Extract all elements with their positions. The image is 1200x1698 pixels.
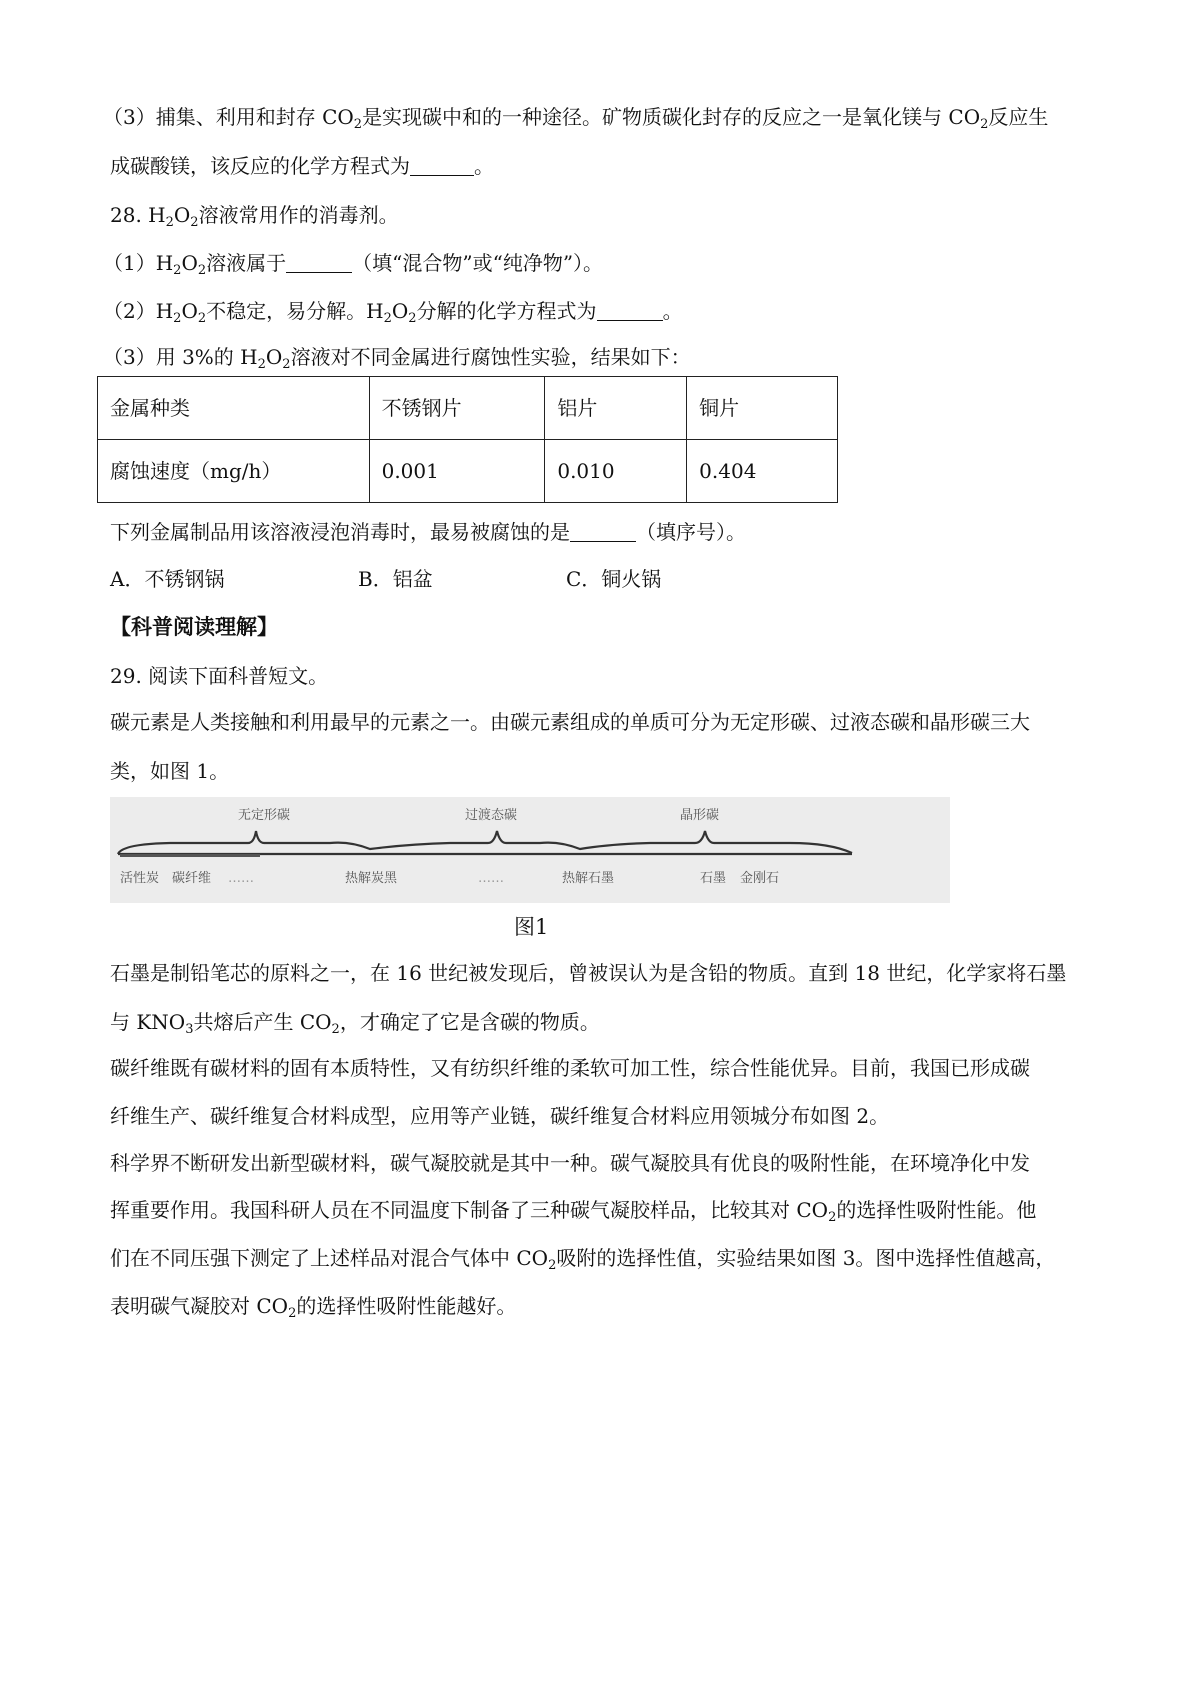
- q27-p3-text-c: 反应生: [988, 105, 1049, 129]
- q29-para2-line2: 与 $KNO_3$共熔后产生 $CO_2$，才确定了它是含碳的物质。: [110, 1010, 600, 1037]
- q28-part1: $(1)H_2O_2$溶液属于 （填“混合物”或“纯净物”）。: [103, 251, 604, 278]
- q28-title: 28. $H_2O_2$溶液常用作的消毒剂。: [110, 203, 399, 230]
- q28-option-b[interactable]: B．铝盆: [358, 567, 433, 591]
- answer-blank[interactable]: [286, 272, 352, 273]
- fig1-top-label-transition: 过渡态碳: [465, 808, 518, 823]
- answer-blank[interactable]: [570, 541, 636, 542]
- q27-part3-line2: 成碳酸镁，该反应的化学方程式为 。: [110, 154, 494, 178]
- corrosion-table: [97, 376, 838, 503]
- fig1-bottom-label: 碳纤维: [172, 871, 212, 886]
- answer-blank[interactable]: [597, 320, 663, 321]
- q28-option-c[interactable]: C．铜火锅: [566, 567, 662, 591]
- q28-option-a[interactable]: A．不锈钢锅: [110, 567, 225, 591]
- section-title: 【科普阅读理解】: [110, 615, 278, 639]
- table-cell: 铝片: [545, 377, 687, 440]
- q27-part3-line1: （3）捕集、利用和封存 $CO_2$是实现碳中和的一种途径。矿物质碳化封存的反应之一是氧化镁与 $CO_2$反应生: [103, 105, 1049, 132]
- fig1-bottom-label: 石墨: [700, 871, 727, 886]
- q29-para4-line2: 挥重要作用。我国科研人员在不同温度下制备了三种碳气凝胶样品，比较其对 $CO_2$的选择性吸附性能。他: [110, 1198, 1037, 1225]
- fig1-bottom-label: 活性炭: [120, 871, 160, 886]
- q28-question: 下列金属制品用该溶液浸泡消毒时，最易被腐蚀的是 （填序号）。: [110, 520, 746, 544]
- q29-para3-line1: 碳纤维既有碳材料的固有本质特性，又有纺织纤维的柔软可加工性，综合性能优异。目前，我国已形成碳: [110, 1056, 1030, 1080]
- q27-p3-text-b: 是实现碳中和的一种途径。矿物质碳化封存的反应之一是氧化镁与 CO: [362, 105, 981, 129]
- table-row: [98, 440, 838, 503]
- table-header-row: [98, 377, 838, 440]
- fig1-bottom-label: 热解炭黑: [345, 871, 398, 886]
- q29-title: 29. 阅读下面科普短文。: [110, 664, 329, 688]
- table-cell: 0.001: [369, 440, 545, 503]
- q29-para4-line3: 们在不同压强下测定了上述样品对混合气体中 $CO_2$吸附的选择性值，实验结果如图 3。图中选择性值越高，: [110, 1246, 1056, 1273]
- table-cell: 不锈钢片: [369, 377, 545, 440]
- fig1-top-label-amorphous: 无定形碳: [238, 808, 291, 823]
- table-cell: 腐蚀速度（mg/h）: [98, 440, 370, 503]
- fig1-bottom-label: 热解石墨: [562, 871, 615, 886]
- figure-background: [110, 797, 950, 903]
- fig1-bottom-label: 金刚石: [740, 871, 780, 886]
- q29-para1-line2: 类，如图 1。: [110, 759, 230, 783]
- q28-part2: $(2)H_2O_2$不稳定，易分解。$H_2O_2$分解的化学方程式为 。: [103, 299, 683, 326]
- figure-1-caption: 图1: [514, 915, 549, 939]
- table-cell: 金属种类: [98, 377, 370, 440]
- fig1-bottom-label: ……: [228, 871, 254, 886]
- answer-blank[interactable]: [410, 175, 474, 176]
- table-cell: 0.404: [687, 440, 838, 503]
- q29-para4-line4: 表明碳气凝胶对 $CO_2$的选择性吸附性能越好。: [110, 1294, 517, 1321]
- table-cell: 0.010: [545, 440, 687, 503]
- q29-para1-line1: 碳元素是人类接触和利用最早的元素之一。由碳元素组成的单质可分为无定形碳、过液态碳和晶形碳三大: [110, 710, 1030, 734]
- q27-p3-text-a: （3）捕集、利用和封存 CO: [103, 105, 354, 129]
- q29-para4-line1: 科学界不断研发出新型碳材料，碳气凝胶就是其中一种。碳气凝胶具有优良的吸附性能，在环境净化中发: [110, 1151, 1030, 1175]
- table-cell: 铜片: [687, 377, 838, 440]
- q29-para3-line2: 纤维生产、碳纤维复合材料成型，应用等产业链，碳纤维复合材料应用领城分布如图 2。: [110, 1104, 890, 1128]
- fig1-top-label-crystalline: 晶形碳: [680, 808, 720, 823]
- underline-mark: [120, 854, 260, 857]
- q28-part3: （3）用 3%的 $H_2O_2$溶液对不同金属进行腐蚀性实验，结果如下：: [103, 345, 691, 372]
- fig1-bottom-label: ……: [478, 871, 504, 886]
- q29-para2-line1: 石墨是制铅笔芯的原料之一，在 16 世纪被发现后，曾被误认为是含铅的物质。直到 18 世纪，化学家将石墨: [110, 961, 1067, 985]
- figure-1-carbon-classification: [110, 797, 950, 903]
